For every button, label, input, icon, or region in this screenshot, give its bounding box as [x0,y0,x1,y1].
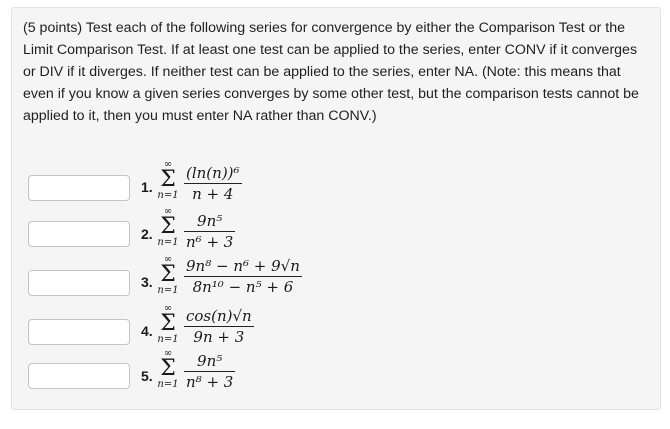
summation-5 [156,349,180,390]
numerator-5: 9n⁵ [184,352,235,372]
series-label-1: 1. [141,179,153,195]
numerator-2: 9n⁵ [184,212,235,232]
series-row-4 [12,303,662,357]
sum-upper-limit-4: ∞ [163,303,173,314]
numerator-1: (ln(n))⁶ [186,164,240,182]
sum-upper-limit-5: ∞ [163,348,173,359]
answer-input-4[interactable] [28,319,130,345]
problem-card [11,7,661,410]
sum-lower-limit-2: n=1 [157,237,179,248]
fraction-2 [184,212,235,252]
numerator-3: 9n⁸ − n⁶ + 9√n [186,257,300,275]
fraction-5 [184,352,235,392]
fraction-1 [184,164,242,204]
summation-1 [156,160,180,201]
denominator-3: 8n¹⁰ − n⁵ + 6 [192,278,294,296]
answer-input-1[interactable] [28,175,130,201]
denominator-4: 9n + 3 [193,328,245,346]
summation-2 [156,207,180,248]
series-row-2 [12,206,662,260]
sum-lower-limit-4: n=1 [157,334,179,345]
sigma-symbol-2: Σ [160,214,176,239]
sum-lower-limit-1: n=1 [157,190,179,201]
series-row-5 [12,348,662,404]
sigma-symbol-5: Σ [160,356,176,381]
denominator-5: n⁸ + 3 [186,373,234,391]
fraction-3 [184,257,302,297]
series-label-2: 2. [141,226,153,242]
series-label-5: 5. [141,368,153,384]
summation-4 [156,304,180,345]
answer-input-3[interactable] [28,270,130,296]
sum-lower-limit-5: n=1 [157,379,179,390]
summation-3 [156,255,180,296]
problem-instructions: (5 points) Test each of the following series for convergence by either the Comparison Test or the Limit Comparison Test. If at least one test can be applied to the series, enter CONV if it converges or DIV if it diverges. If neither test can be applied to the series, enter NA. (Note: this means that even if you know a given series converges by some other test, but the comparison tests cannot be applied to it, then you must enter NA rather than CONV.) [23,20,639,124]
sum-lower-limit-3: n=1 [157,285,179,296]
denominator-2: n⁶ + 3 [186,233,234,251]
sigma-symbol-1: Σ [160,167,176,192]
sum-upper-limit-3: ∞ [163,254,173,265]
sigma-symbol-4: Σ [160,311,176,336]
series-row-3 [12,254,662,307]
sum-upper-limit-1: ∞ [163,159,173,170]
series-label-3: 3. [141,274,153,290]
series-row-1 [12,159,662,212]
sum-upper-limit-2: ∞ [163,206,173,217]
answer-input-2[interactable] [28,221,130,247]
answer-input-5[interactable] [28,363,130,389]
numerator-4: cos(n)√n [186,307,252,325]
series-label-4: 4. [141,323,153,339]
fraction-4 [184,307,254,347]
sigma-symbol-3: Σ [160,262,176,287]
denominator-1: n + 4 [192,185,234,203]
